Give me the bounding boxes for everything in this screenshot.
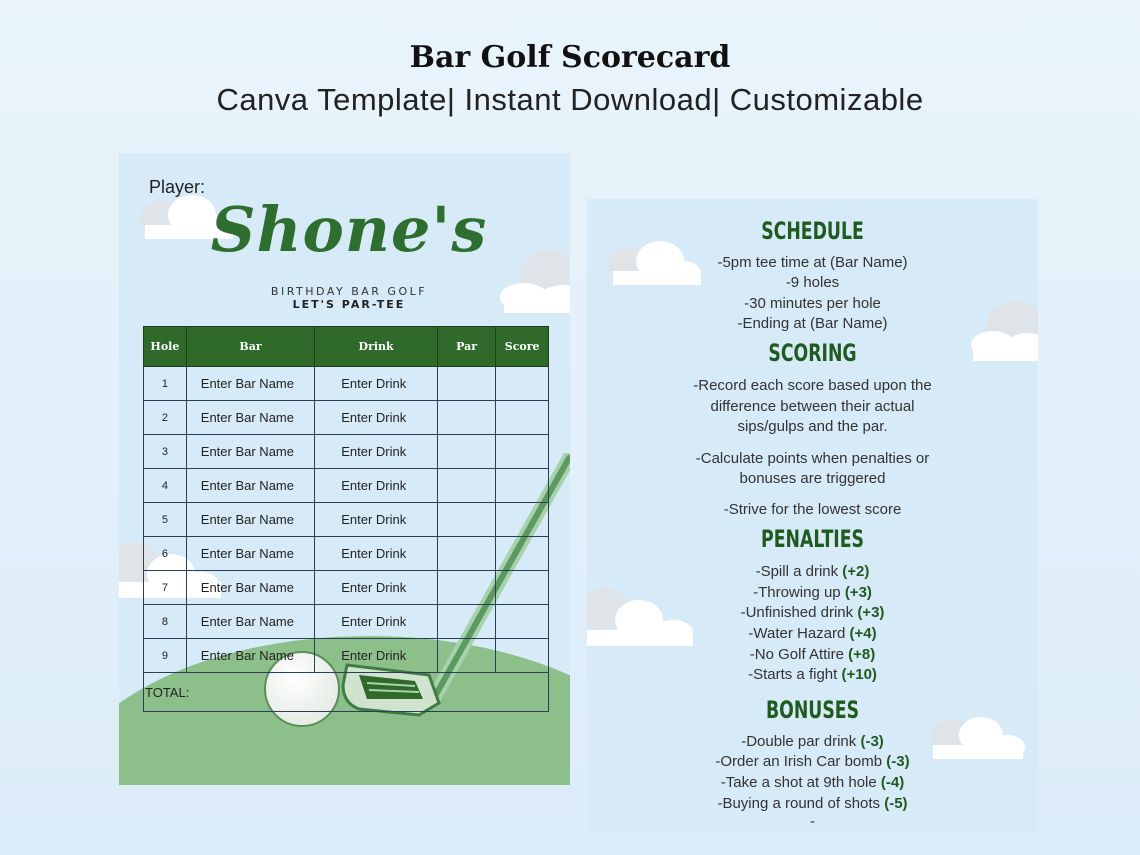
column-header-bar: Bar (186, 327, 314, 367)
scoring-line: -Record each score based upon the (693, 377, 932, 394)
scoring-heading: SCORING (768, 339, 857, 367)
score-cell[interactable] (496, 367, 549, 401)
bar-name-cell[interactable]: Enter Bar Name (186, 503, 314, 537)
table-header-row (144, 327, 549, 367)
bonus-text: -Buying a round of shots (717, 795, 885, 812)
drink-cell[interactable]: Enter Drink (315, 435, 438, 469)
score-cell[interactable] (496, 537, 549, 571)
hole-number: 2 (144, 401, 187, 435)
par-cell[interactable] (437, 401, 495, 435)
hole-number: 5 (144, 503, 187, 537)
bonus-text: -Double par drink (741, 733, 861, 750)
drink-cell[interactable]: Enter Drink (315, 503, 438, 537)
bonus-text: -Take a shot at 9th hole (720, 774, 881, 791)
drink-cell[interactable]: Enter Drink (315, 639, 438, 673)
penalty-text: -Starts a fight (748, 666, 842, 683)
par-cell[interactable] (437, 469, 495, 503)
par-cell[interactable] (437, 605, 495, 639)
penalty-points: (+10) (841, 666, 877, 683)
par-cell[interactable] (437, 367, 495, 401)
bar-name-cell[interactable]: Enter Bar Name (186, 401, 314, 435)
score-cell[interactable] (496, 435, 549, 469)
bonus-points: (-5) (884, 795, 908, 812)
penalty-text: -Unfinished drink (740, 604, 858, 621)
score-table (143, 326, 549, 712)
schedule-line: -30 minutes per hole (744, 295, 881, 312)
penalty-points: (+4) (849, 625, 877, 642)
penalty-item (587, 645, 1038, 665)
scorecard-subtitle: BIRTHDAY BAR GOLF (270, 285, 428, 298)
par-cell[interactable] (437, 503, 495, 537)
total-label[interactable]: TOTAL: (144, 673, 549, 712)
scoring-line: bonuses are triggered (739, 470, 886, 487)
bar-name-cell[interactable]: Enter Bar Name (186, 639, 314, 673)
player-label: Player: (149, 177, 206, 197)
score-cell[interactable] (496, 639, 549, 673)
bar-name-cell[interactable]: Enter Bar Name (186, 537, 314, 571)
page-subtitle: Canva Template| Instant Download| Customizable (216, 82, 924, 117)
column-header-hole: Hole (144, 327, 187, 367)
scoring-line: -Strive for the lowest score (723, 501, 902, 518)
scorecard-card (119, 153, 570, 785)
penalty-points: (+2) (842, 563, 870, 580)
scoring-line: -Calculate points when penalties or (695, 450, 930, 467)
total-row (144, 673, 549, 712)
penalty-text: -Spill a drink (755, 563, 843, 580)
score-cell[interactable] (496, 469, 549, 503)
table-row (144, 435, 549, 469)
hole-number: 7 (144, 571, 187, 605)
penalty-item (587, 583, 1038, 603)
table-row (144, 537, 549, 571)
schedule-heading: SCHEDULE (761, 217, 864, 245)
table-row (144, 639, 549, 673)
penalty-text: -Water Hazard (748, 625, 850, 642)
bonus-item (587, 794, 1038, 814)
score-cell[interactable] (496, 605, 549, 639)
rules-card (587, 199, 1038, 831)
hole-number: 6 (144, 537, 187, 571)
score-cell[interactable] (496, 401, 549, 435)
drink-cell[interactable]: Enter Drink (315, 537, 438, 571)
bar-name-cell[interactable]: Enter Bar Name (186, 367, 314, 401)
schedule-line: -9 holes (785, 274, 840, 291)
penalty-item (587, 603, 1038, 623)
penalty-item (587, 562, 1038, 582)
bar-name-cell[interactable]: Enter Bar Name (186, 571, 314, 605)
drink-cell[interactable]: Enter Drink (315, 469, 438, 503)
schedule-line: -Ending at (Bar Name) (737, 315, 888, 332)
score-cell[interactable] (496, 503, 549, 537)
penalties-heading: PENALTIES (761, 525, 864, 553)
schedule-line: -5pm tee time at (Bar Name) (717, 254, 908, 271)
hole-number: 4 (144, 469, 187, 503)
column-header-drink: Drink (315, 327, 438, 367)
bonus-item (587, 752, 1038, 772)
table-row (144, 469, 549, 503)
scoring-line: sips/gulps and the par. (737, 418, 888, 435)
penalty-item (587, 665, 1038, 685)
bar-name-cell[interactable]: Enter Bar Name (186, 435, 314, 469)
table-row (144, 401, 549, 435)
penalty-text: -Throwing up (753, 584, 845, 601)
bonus-item (587, 732, 1038, 752)
penalty-text: -No Golf Attire (749, 646, 849, 663)
bonus-text: -Order an Irish Car bomb (715, 753, 887, 770)
drink-cell[interactable]: Enter Drink (315, 605, 438, 639)
drink-cell[interactable]: Enter Drink (315, 571, 438, 605)
scorecard-tagline: LET'S PAR-TEE (292, 298, 406, 311)
table-row (144, 605, 549, 639)
hole-number: 9 (144, 639, 187, 673)
hole-number: 1 (144, 367, 187, 401)
bar-name-cell[interactable]: Enter Bar Name (186, 469, 314, 503)
bar-name-cell[interactable]: Enter Bar Name (186, 605, 314, 639)
scoring-line: difference between their actual (710, 398, 915, 415)
scorecard-name: Shone's (210, 193, 488, 266)
par-cell[interactable] (437, 571, 495, 605)
penalty-item (587, 624, 1038, 644)
bonus-points: (-4) (880, 774, 905, 791)
score-cell[interactable] (496, 571, 549, 605)
par-cell[interactable] (437, 537, 495, 571)
page-title: Bar Golf Scorecard (409, 40, 731, 75)
column-header-par: Par (437, 327, 495, 367)
penalty-points: (+3) (844, 584, 872, 601)
hole-number: 3 (144, 435, 187, 469)
drink-cell[interactable]: Enter Drink (315, 367, 438, 401)
penalty-points: (+3) (857, 604, 885, 621)
bonus-item (587, 773, 1038, 793)
bonus-points: (-3) (860, 733, 884, 750)
bonus-trailing: - (810, 813, 815, 830)
penalty-points: (+8) (848, 646, 876, 663)
bonus-points: (-3) (886, 753, 910, 770)
hole-number: 8 (144, 605, 187, 639)
table-row (144, 367, 549, 401)
table-row (144, 503, 549, 537)
bonuses-heading: BONUSES (765, 696, 860, 724)
table-row (144, 571, 549, 605)
par-cell[interactable] (437, 435, 495, 469)
column-header-score: Score (496, 327, 549, 367)
drink-cell[interactable]: Enter Drink (315, 401, 438, 435)
par-cell[interactable] (437, 639, 495, 673)
